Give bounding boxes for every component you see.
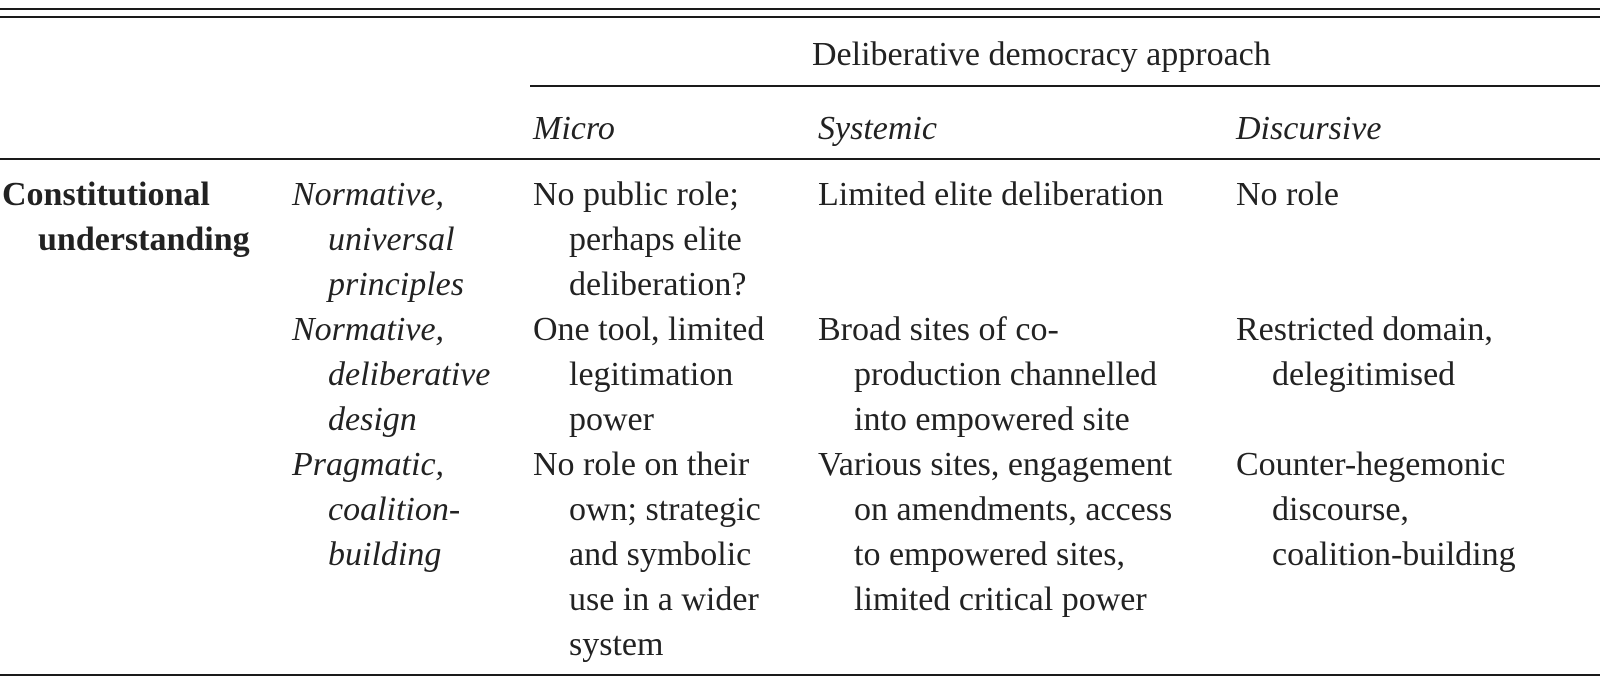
row-2-systemic-line-1: Broad sites of co- <box>818 311 1059 348</box>
row-3-micro-line-4: use in a wider <box>569 581 759 618</box>
row-1-micro <box>533 172 746 307</box>
row-2-discursive-line-2: delegitimised <box>1272 356 1456 393</box>
row-3-understanding-line-2: coalition- <box>328 491 461 528</box>
row-3-discursive <box>1236 442 1516 577</box>
row-3-micro-line-2: own; strategic <box>569 491 761 528</box>
row-3-micro-line-5: system <box>569 626 664 663</box>
row-3-understanding-line-1: Pragmatic, <box>292 446 445 483</box>
column-header-micro: Micro <box>533 110 615 147</box>
row-2-systemic <box>818 307 1157 442</box>
group-header-rule <box>530 85 1600 87</box>
row-2-systemic-line-3: into empowered site <box>854 401 1130 438</box>
row-2-understanding-line-3: design <box>328 401 417 438</box>
row-group-label <box>2 172 250 262</box>
header-rule <box>0 158 1600 160</box>
row-3-systemic <box>818 442 1172 622</box>
row-1-understanding-line-1: Normative, <box>292 176 445 213</box>
row-2-understanding-line-1: Normative, <box>292 311 445 348</box>
row-1-understanding-line-2: universal <box>328 221 455 258</box>
bottom-rule <box>0 674 1600 676</box>
row-3-understanding-line-3: building <box>328 536 442 573</box>
row-3-systemic-line-2: on amendments, access <box>854 491 1173 528</box>
row-2-discursive-line-1: Restricted domain, <box>1236 311 1493 348</box>
row-1-micro-line-2: perhaps elite <box>569 221 742 258</box>
row-3-systemic-line-1: Various sites, engagement <box>818 446 1173 483</box>
row-2-micro-line-3: power <box>569 401 654 438</box>
row-group-label-line-1: Constitutional <box>2 176 210 213</box>
row-2-understanding-line-2: deliberative <box>328 356 491 393</box>
column-header-systemic: Systemic <box>818 110 937 147</box>
row-2-systemic-line-2: production channelled <box>854 356 1158 393</box>
row-1-understanding <box>292 172 464 307</box>
row-3-discursive-line-2: discourse, <box>1272 491 1409 528</box>
row-3-systemic-line-3: to empowered sites, <box>854 536 1125 573</box>
group-header: Deliberative democracy approach <box>812 36 1271 73</box>
row-2-micro <box>533 307 764 442</box>
row-2-micro-line-1: One tool, limited <box>533 311 765 348</box>
row-1-discursive <box>1236 172 1339 217</box>
row-1-understanding-line-3: principles <box>328 266 464 303</box>
row-1-discursive-line-1: No role <box>1236 176 1339 213</box>
row-group-label-line-2: understanding <box>38 221 250 258</box>
row-3-discursive-line-1: Counter-hegemonic <box>1236 446 1506 483</box>
row-2-micro-line-2: legitimation <box>569 356 734 393</box>
row-2-discursive <box>1236 307 1493 397</box>
row-3-understanding <box>292 442 460 577</box>
column-header-discursive: Discursive <box>1236 110 1382 147</box>
row-3-discursive-line-3: coalition-building <box>1272 536 1516 573</box>
row-3-micro-line-3: and symbolic <box>569 536 752 573</box>
row-2-understanding <box>292 307 490 442</box>
row-3-micro <box>533 442 761 667</box>
row-1-systemic <box>818 172 1164 217</box>
row-1-systemic-line-1: Limited elite deliberation <box>818 176 1164 213</box>
row-1-micro-line-3: deliberation? <box>569 266 747 303</box>
row-3-micro-line-1: No role on their <box>533 446 750 483</box>
top-rule-1 <box>0 8 1600 10</box>
row-1-micro-line-1: No public role; <box>533 176 739 213</box>
top-rule-2 <box>0 16 1600 18</box>
row-3-systemic-line-4: limited critical power <box>854 581 1147 618</box>
